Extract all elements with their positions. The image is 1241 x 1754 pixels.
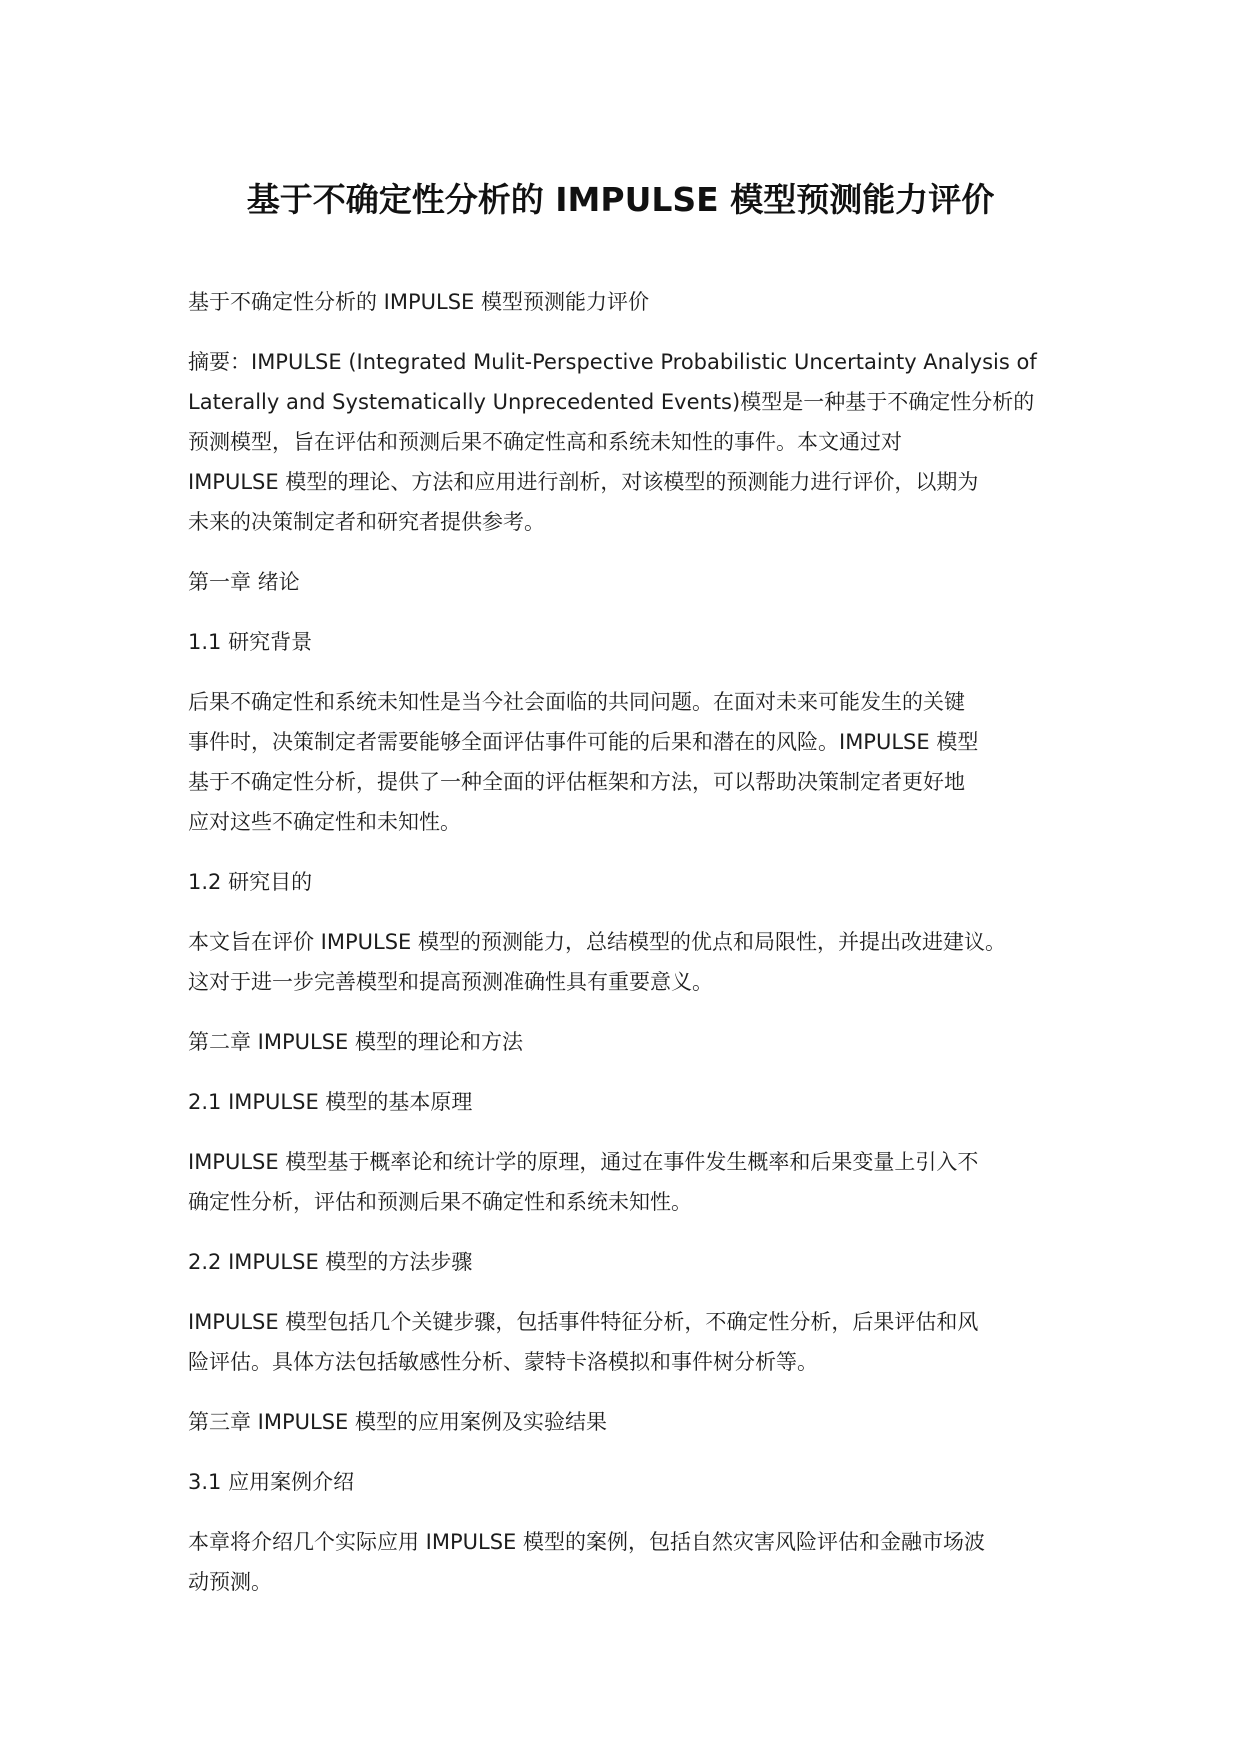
subtitle-paragraph [188, 282, 1068, 322]
text-line: 第三章 IMPULSE 模型的应用案例及实验结果 [188, 1410, 607, 1434]
text-line: 2.2 IMPULSE 模型的方法步骤 [188, 1250, 473, 1274]
section-heading [188, 1242, 1068, 1282]
body-paragraph [188, 1522, 1068, 1602]
text-line: 摘要：IMPULSE (Integrated Mulit-Perspective Probabilistic Uncertainty Analysis of [188, 350, 1037, 374]
text-line: 3.1 应用案例介绍 [188, 1470, 355, 1494]
text-line: 本章将介绍几个实际应用 IMPULSE 模型的案例，包括自然灾害风险评估和金融市场波 [188, 1530, 985, 1554]
text-line: 第二章 IMPULSE 模型的理论和方法 [188, 1030, 523, 1054]
body-paragraph [188, 922, 1068, 1002]
document-body [188, 282, 1068, 1622]
text-line: 第一章 绪论 [188, 570, 300, 594]
abstract-paragraph [188, 342, 1068, 542]
chapter-heading [188, 562, 1068, 602]
body-paragraph [188, 682, 1068, 842]
text-line: 这对于进一步完善模型和提高预测准确性具有重要意义。 [188, 970, 713, 994]
section-heading [188, 862, 1068, 902]
text-line: 险评估。具体方法包括敏感性分析、蒙特卡洛模拟和事件树分析等。 [188, 1350, 818, 1374]
section-heading [188, 1082, 1068, 1122]
text-line: 本文旨在评价 IMPULSE 模型的预测能力，总结模型的优点和局限性，并提出改进建议。 [188, 930, 1006, 954]
section-heading [188, 1462, 1068, 1502]
text-line: 1.1 研究背景 [188, 630, 313, 654]
text-line: 事件时，决策制定者需要能够全面评估事件可能的后果和潜在的风险。IMPULSE 模型 [188, 730, 979, 754]
chapter-heading [188, 1402, 1068, 1442]
text-line: 基于不确定性分析，提供了一种全面的评估框架和方法，可以帮助决策制定者更好地 [188, 770, 965, 794]
text-line: 2.1 IMPULSE 模型的基本原理 [188, 1090, 473, 1114]
text-line: IMPULSE 模型基于概率论和统计学的原理，通过在事件发生概率和后果变量上引入不 [188, 1150, 979, 1174]
document-title: 基于不确定性分析的 IMPULSE 模型预测能力评价 [246, 180, 995, 219]
text-line: 1.2 研究目的 [188, 870, 313, 894]
body-paragraph [188, 1142, 1068, 1222]
section-heading [188, 622, 1068, 662]
text-line: IMPULSE 模型包括几个关键步骤，包括事件特征分析，不确定性分析，后果评估和风 [188, 1310, 979, 1334]
text-line: 后果不确定性和系统未知性是当今社会面临的共同问题。在面对未来可能发生的关键 [188, 690, 965, 714]
text-line: 未来的决策制定者和研究者提供参考。 [188, 510, 545, 534]
text-line: IMPULSE 模型的理论、方法和应用进行剖析，对该模型的预测能力进行评价，以期为 [188, 470, 979, 494]
text-line: 应对这些不确定性和未知性。 [188, 810, 461, 834]
text-line: 动预测。 [188, 1570, 272, 1594]
chapter-heading [188, 1022, 1068, 1062]
text-line: Laterally and Systematically Unprecedented Events)模型是一种基于不确定性分析的 [188, 390, 1035, 414]
text-line: 确定性分析，评估和预测后果不确定性和系统未知性。 [188, 1190, 692, 1214]
text-line: 预测模型，旨在评估和预测后果不确定性高和系统未知性的事件。本文通过对 [188, 430, 902, 454]
body-paragraph [188, 1302, 1068, 1382]
text-line: 基于不确定性分析的 IMPULSE 模型预测能力评价 [188, 290, 649, 314]
